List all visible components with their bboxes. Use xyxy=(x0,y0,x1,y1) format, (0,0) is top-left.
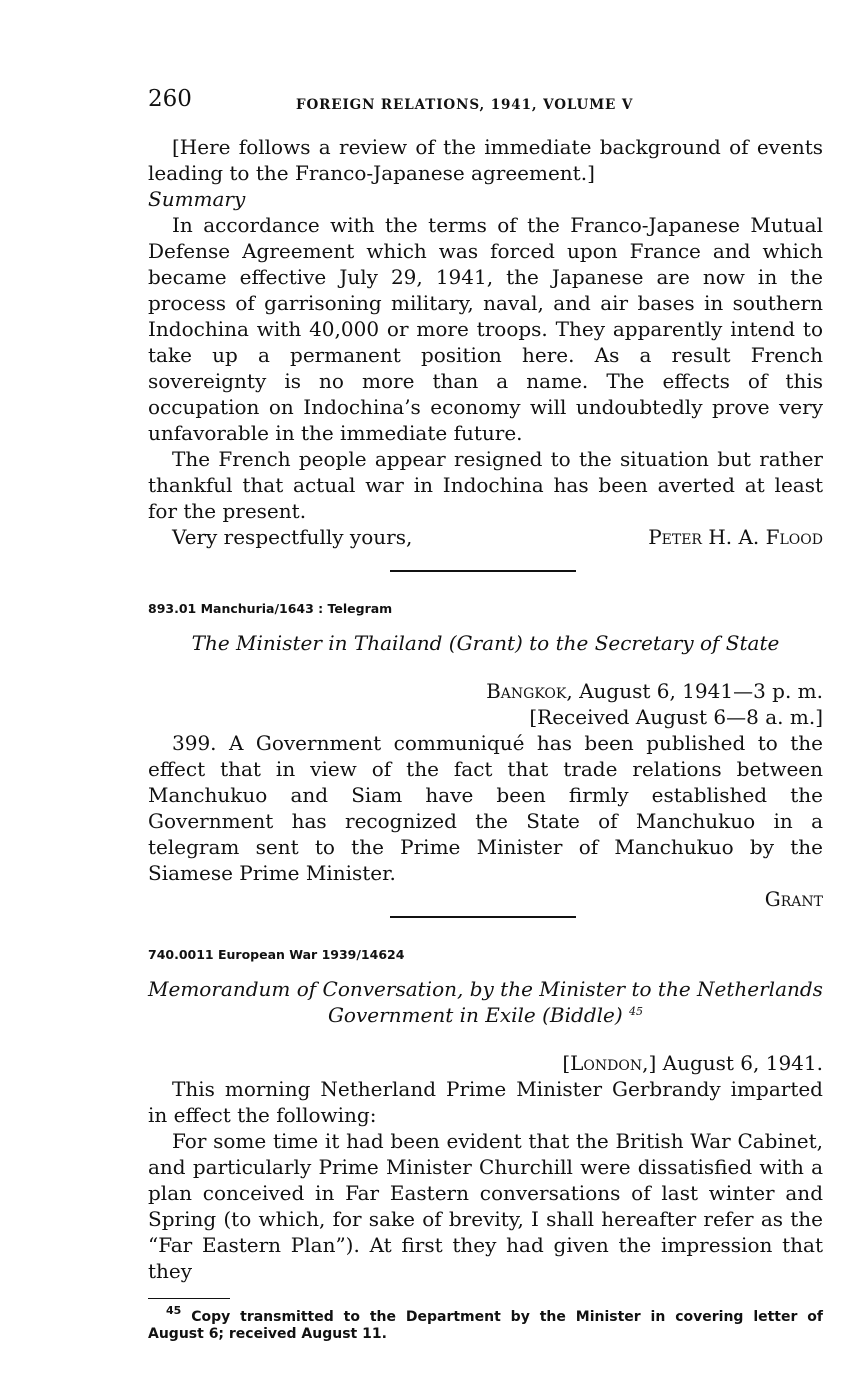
dateline-1 xyxy=(148,678,823,704)
section-divider xyxy=(390,916,576,918)
page-body xyxy=(148,134,823,1343)
summary-paragraph-2: The French people appear resigned to the situation but rather thankful that actual war in Indochina has been averted at least for the present. xyxy=(148,447,823,523)
summary-label: Summary xyxy=(148,187,246,211)
signature-grant: Grant xyxy=(764,887,823,911)
dateline-2 xyxy=(148,1050,823,1076)
running-head: FOREIGN RELATIONS, 1941, VOLUME V xyxy=(296,97,634,113)
section-divider xyxy=(390,570,576,572)
received-line: [Received August 6—8 a. m.] xyxy=(529,705,823,729)
memorandum-paragraph-1: This morning Netherland Prime Minister Gerbrandy imparted in effect the following: xyxy=(148,1077,823,1127)
footnote-marker: 45 xyxy=(166,1304,182,1317)
footnote-text: Copy transmitted to the Department by the Minister in covering letter of August 6; received August 11. xyxy=(148,1309,823,1342)
footnote xyxy=(148,1304,823,1343)
dateline-place-1: Bangkok, xyxy=(486,679,573,703)
file-reference-1: 893.01 Manchuria/1643 : Telegram xyxy=(148,601,393,616)
document-title-1: The Minister in Thailand (Grant) to the Secretary of State xyxy=(191,631,780,655)
dateline-place-2: [London,] xyxy=(562,1051,657,1075)
document-title-2-text: Memorandum of Conversation, by the Minister to the Netherlands Government in Exile (Biddle) xyxy=(148,977,823,1027)
footnote-ref-marker: 45 xyxy=(629,1005,644,1018)
footnote-divider xyxy=(148,1298,230,1299)
closing-line xyxy=(148,524,823,550)
file-reference-2: 740.0011 European War 1939/14624 xyxy=(148,947,405,962)
signature-flood: Peter H. A. Flood xyxy=(648,525,823,549)
telegram-paragraph: 399. A Government communiqué has been published to the effect that in view of the fact that trade relations between Manchukuo and Siam have been firmly established the Government has recognized the State of Manchukuo in a telegram sent to the Prime Minister of Manchukuo by the Siamese Prime Minister. xyxy=(148,731,823,885)
page-header xyxy=(148,86,820,116)
closing-salutation: Very respectfully yours, xyxy=(172,525,413,549)
summary-paragraph-1: In accordance with the terms of the Franco-Japanese Mutual Defense Agreement which was forced upon France and which became effective July 29, 1941, the Japanese are now in the process of garrisoning military, naval, and air bases in southern Indochina with 40,000 or more troops. They apparently intend to take up a permanent position here. As a result French sovereignty is no more than a name. The effects of this occupation on Indochina’s economy will undoubtedly prove very unfavorable in the immediate future. xyxy=(148,213,823,445)
dateline-date-2: August 6, 1941. xyxy=(662,1051,823,1075)
memorandum-paragraph-2: For some time it had been evident that the British War Cabinet, and particularly Prime Minister Churchill were dissatisfied with a plan conceived in Far Eastern conversations of last winter and Spring (to which, for sake of brevity, I shall hereafter refer as the “Far Eastern Plan”). At first they had given the impression that they xyxy=(148,1129,823,1283)
bracket-note: [Here follows a review of the immediate background of events leading to the Franco-Japanese agreement.] xyxy=(148,135,823,185)
document-title-2 xyxy=(148,976,823,1028)
page-number: 260 xyxy=(148,86,192,112)
dateline-date-1: August 6, 1941—3 p. m. xyxy=(579,679,823,703)
